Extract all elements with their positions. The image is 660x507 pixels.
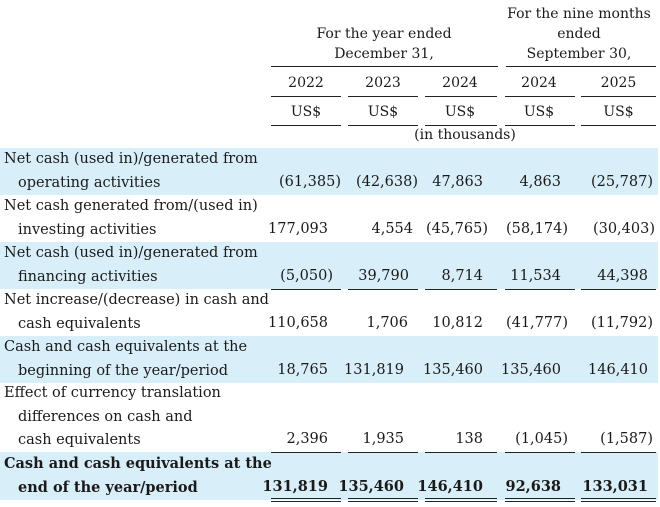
row-label-line2: differences on cash and bbox=[18, 408, 193, 425]
rule-group-nine bbox=[506, 66, 656, 67]
rule-year-1 bbox=[271, 96, 341, 97]
cell-value: 131,819 bbox=[262, 478, 328, 495]
row-label-line2: cash equivalents bbox=[18, 315, 141, 332]
total-rule bbox=[271, 452, 341, 453]
year-header-5: 2025 bbox=[600, 75, 637, 91]
cell-value: (61,385) bbox=[278, 174, 341, 190]
row-label-line1: Net cash generated from/(used in) bbox=[4, 198, 258, 214]
total-rule bbox=[348, 452, 418, 453]
double-underline bbox=[505, 501, 575, 502]
row-label-operating bbox=[4, 148, 258, 195]
total-rule bbox=[581, 452, 656, 453]
double-underline bbox=[581, 498, 656, 499]
cell-value: (1,587) bbox=[600, 431, 653, 447]
row-label-line2: operating activities bbox=[18, 174, 161, 191]
cell-value: 8,714 bbox=[441, 268, 483, 284]
row-label-line2: financing activities bbox=[18, 268, 158, 285]
rule-year-4 bbox=[505, 96, 575, 97]
total-rule bbox=[505, 452, 575, 453]
cell-value: 4,554 bbox=[371, 221, 413, 237]
row-label-line2: investing activities bbox=[18, 221, 157, 238]
cell-value: 133,031 bbox=[582, 478, 648, 495]
cell-value: 138 bbox=[455, 431, 483, 447]
header-year-line2: December 31, bbox=[334, 46, 434, 62]
cell-value: (42,638) bbox=[355, 174, 418, 190]
subtotal-rule bbox=[425, 289, 497, 290]
cell-value: 2,396 bbox=[286, 431, 328, 447]
double-underline bbox=[271, 498, 341, 499]
header-nine-line1: For the nine months bbox=[507, 6, 651, 22]
rule-year-3 bbox=[425, 96, 497, 97]
rule-currency-5 bbox=[581, 125, 656, 126]
double-underline bbox=[425, 501, 497, 502]
cell-value: (25,787) bbox=[590, 174, 653, 190]
cell-value: 4,863 bbox=[519, 174, 561, 190]
row-label-financing bbox=[4, 242, 258, 289]
header-year-group bbox=[270, 24, 498, 64]
double-underline bbox=[581, 501, 656, 502]
cell-value: (5,050) bbox=[280, 268, 333, 284]
cell-value: 135,460 bbox=[423, 362, 483, 378]
row-label-ending bbox=[4, 452, 272, 499]
subtotal-rule bbox=[505, 289, 575, 290]
cell-value: 92,638 bbox=[505, 478, 561, 495]
cell-value: 44,398 bbox=[597, 268, 648, 284]
row-label-net-increase bbox=[4, 289, 269, 336]
cell-value: 11,534 bbox=[510, 268, 561, 284]
currency-header-5: US$ bbox=[603, 104, 634, 120]
double-underline bbox=[505, 498, 575, 499]
row-label-line2: beginning of the year/period bbox=[18, 362, 229, 379]
rule-year-5 bbox=[581, 96, 656, 97]
currency-header-1: US$ bbox=[290, 104, 322, 120]
subtotal-rule bbox=[581, 289, 656, 290]
double-underline bbox=[348, 498, 418, 499]
cell-value: 1,706 bbox=[366, 315, 408, 331]
rule-group-year bbox=[271, 66, 498, 67]
total-rule bbox=[425, 452, 497, 453]
cell-value: 131,819 bbox=[344, 362, 404, 378]
currency-header-2: US$ bbox=[367, 104, 399, 120]
year-header-3: 2024 bbox=[442, 75, 478, 91]
row-label-line1: Effect of currency translation bbox=[4, 385, 221, 401]
header-nine-line3: September 30, bbox=[526, 46, 632, 62]
cell-value: (41,777) bbox=[505, 315, 568, 331]
double-underline bbox=[348, 501, 418, 502]
cell-value: 177,093 bbox=[268, 221, 328, 237]
cell-value: 18,765 bbox=[277, 362, 328, 378]
units-note: (in thousands) bbox=[414, 127, 516, 143]
currency-header-3: US$ bbox=[444, 104, 476, 120]
row-label-beginning bbox=[4, 336, 247, 383]
header-year-line1: For the year ended bbox=[316, 26, 452, 42]
cell-value: (1,045) bbox=[515, 431, 568, 447]
double-underline bbox=[425, 498, 497, 499]
year-header-2: 2023 bbox=[365, 75, 401, 91]
row-label-line3: cash equivalents bbox=[18, 432, 141, 448]
cell-value: 39,790 bbox=[358, 268, 409, 284]
cell-value: 1,935 bbox=[362, 431, 404, 447]
cell-value: 146,410 bbox=[588, 362, 648, 378]
subtotal-rule bbox=[348, 289, 418, 290]
cell-value: 47,863 bbox=[432, 174, 483, 190]
header-nine-months-group bbox=[500, 4, 658, 64]
cell-value: (30,403) bbox=[592, 221, 655, 237]
year-header-1: 2022 bbox=[288, 75, 324, 91]
row-label-investing bbox=[4, 195, 258, 242]
double-underline bbox=[271, 501, 341, 502]
header-nine-line2: ended bbox=[557, 26, 601, 42]
row-label-line1: Cash and cash equivalents at the bbox=[4, 455, 272, 472]
cell-value: 135,460 bbox=[338, 478, 404, 495]
cell-value: 135,460 bbox=[501, 362, 561, 378]
row-label-line1: Net increase/(decrease) in cash and bbox=[4, 292, 269, 308]
year-header-4: 2024 bbox=[521, 75, 557, 91]
row-label-line1: Net cash (used in)/generated from bbox=[4, 245, 258, 261]
cell-value: (58,174) bbox=[505, 221, 568, 237]
cell-value: (45,765) bbox=[425, 221, 488, 237]
subtotal-rule bbox=[271, 289, 341, 290]
row-label-line2: end of the year/period bbox=[18, 478, 198, 496]
currency-header-4: US$ bbox=[523, 104, 555, 120]
rule-year-2 bbox=[348, 96, 418, 97]
cell-value: 10,812 bbox=[432, 315, 483, 331]
row-label-line1: Net cash (used in)/generated from bbox=[4, 151, 258, 167]
row-label-currency-effect bbox=[4, 382, 221, 453]
rule-currency-1 bbox=[271, 125, 341, 126]
row-label-line1: Cash and cash equivalents at the bbox=[4, 339, 248, 355]
cell-value: 110,658 bbox=[268, 315, 328, 331]
cell-value: (11,792) bbox=[590, 315, 653, 331]
cell-value: 146,410 bbox=[417, 478, 483, 495]
